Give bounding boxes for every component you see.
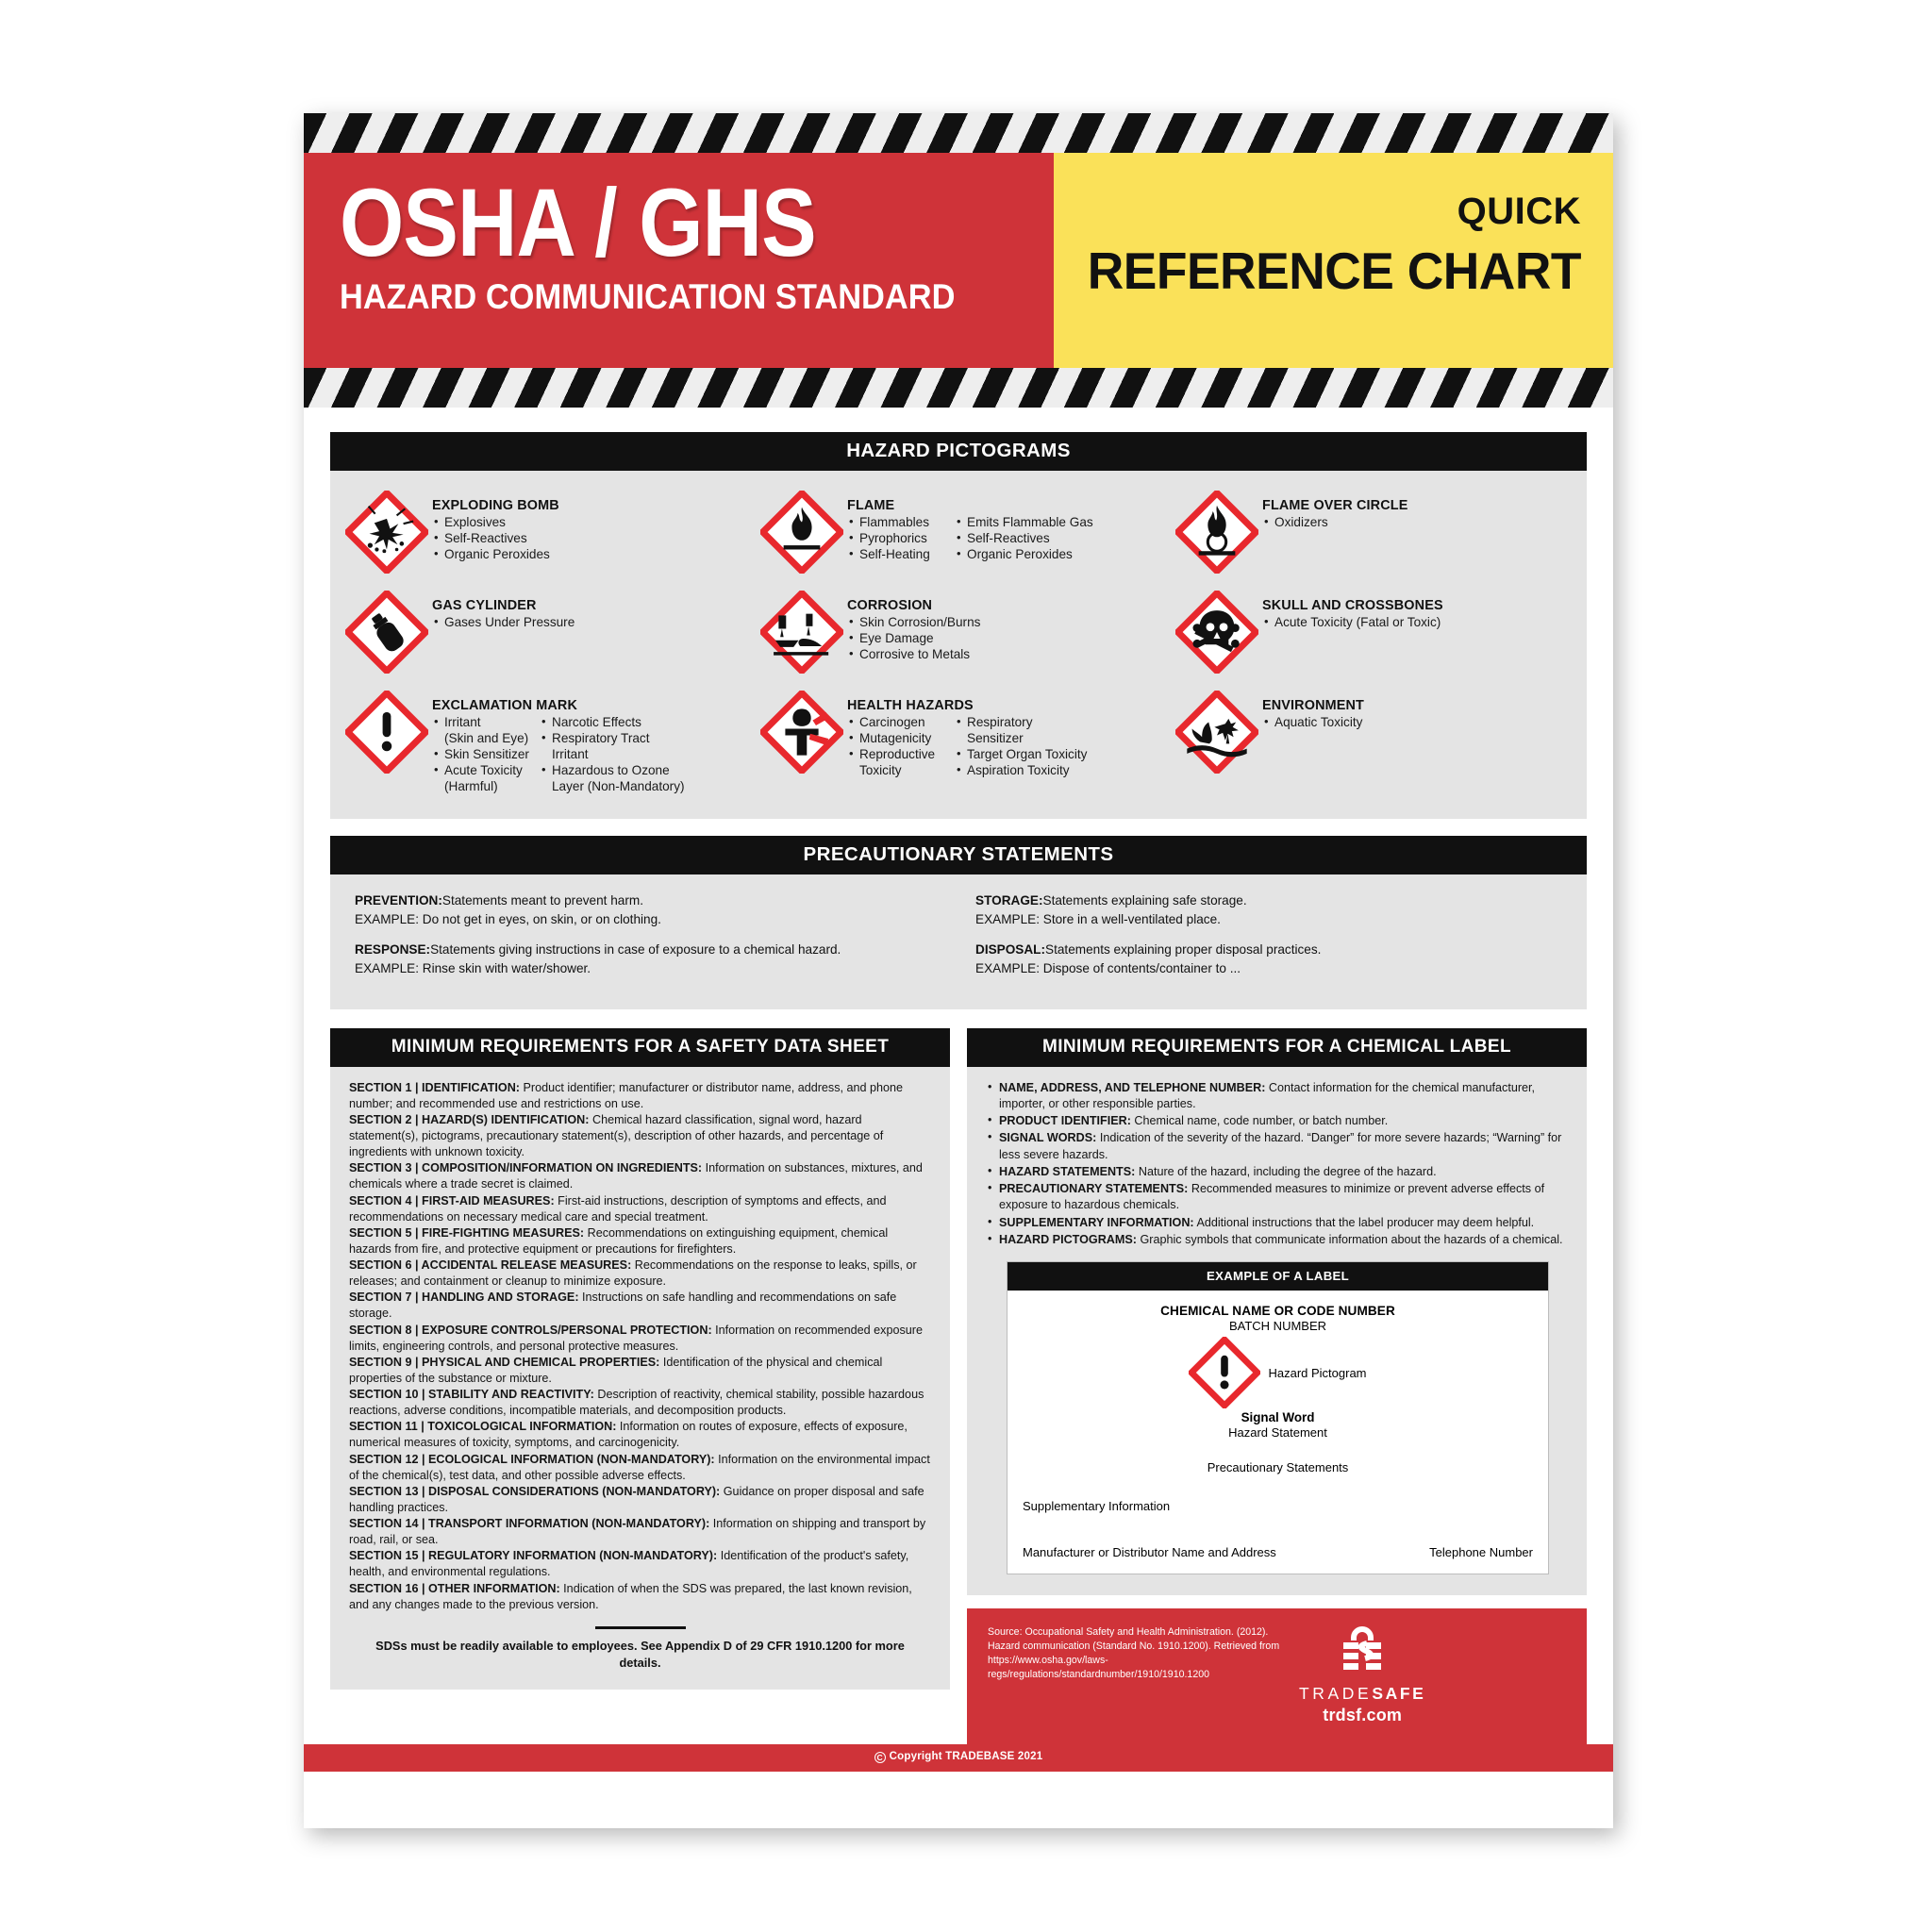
pictogram-bullets-col2	[955, 515, 1093, 563]
pictogram-text	[1262, 691, 1577, 731]
example-hazard-statement: Hazard Statement	[1228, 1425, 1327, 1441]
sds-section-text: Chemical hazard classification, signal word, hazard statement(s), pictograms, precautionary statement(s), description of other hazards, and percentage of ingredients with unknown toxicity.	[349, 1112, 884, 1159]
pictogram-bullet: • Corrosive to Metals	[847, 647, 980, 663]
example-batch-number: BATCH NUMBER	[1228, 1319, 1327, 1334]
sds-section-row	[349, 1290, 931, 1322]
sds-section-row	[349, 1257, 931, 1290]
precautionary-statements-section	[330, 836, 1587, 1009]
pictogram-name: SKULL AND CROSSBONES	[1262, 598, 1443, 613]
chemical-label-requirement-text: Additional instructions that the label producer may deem helpful.	[1193, 1215, 1535, 1229]
sds-section-text: Instructions on safe handling and recommendations on safe storage.	[349, 1291, 897, 1321]
pictogram-bullets-col1	[847, 615, 980, 663]
header-reference-chart-label: REFERENCE CHART	[1087, 242, 1581, 300]
pictogram-bullet: • Skin Corrosion/Burns	[847, 615, 980, 631]
sds-section-label: SECTION 16 | OTHER INFORMATION:	[349, 1581, 560, 1595]
sds-section-item	[349, 1420, 908, 1449]
gas-cylinder-icon	[345, 591, 428, 674]
sds-section-label: SECTION 11 | TOXICOLOGICAL INFORMATION:	[349, 1420, 617, 1434]
chemical-label-requirement-text: Chemical name, code number, or batch number.	[1130, 1114, 1389, 1128]
sds-section-row	[349, 1193, 931, 1225]
pictogram-bullet: • Pyrophorics	[847, 531, 945, 547]
sds-section-text: Information on shipping and transport by road, rail, or sea.	[349, 1517, 926, 1547]
sds-section-item	[349, 1258, 917, 1288]
precautionary-label: STORAGE:	[975, 892, 1043, 908]
sds-section-row	[349, 1323, 931, 1355]
pictogram-bullet-columns	[1262, 515, 1577, 531]
chemical-label-requirement-text: Nature of the hazard, including the degree of the hazard.	[1135, 1164, 1437, 1178]
brand-wordmark	[1299, 1684, 1425, 1704]
example-signal-word: Signal Word	[1241, 1410, 1315, 1425]
sds-section-item	[349, 1113, 883, 1158]
brand-part-safe: SAFE	[1372, 1684, 1426, 1704]
pictogram-bullets-col2	[540, 715, 685, 795]
precautionary-text: Statements meant to prevent harm.	[441, 892, 643, 908]
precautionary-label: PREVENTION:	[355, 892, 442, 908]
sds-panel	[330, 1067, 950, 1690]
pictogram-bullet: • Self-Reactives	[955, 531, 1093, 547]
pictogram-cell	[336, 582, 751, 682]
chemical-label-requirement	[986, 1113, 1570, 1129]
pictogram-bullet: • Respiratory Tract	[540, 731, 685, 747]
chemical-label-requirement	[986, 1164, 1570, 1180]
sds-section-text: Guidance on proper disposal and safe handling practices.	[349, 1484, 924, 1514]
pictogram-text	[432, 491, 747, 563]
pictogram-bullets-col1	[1262, 715, 1362, 731]
exploding-bomb-icon	[345, 491, 428, 574]
example-label-band-title: EXAMPLE OF A LABEL	[1008, 1262, 1548, 1291]
exclamation-mark-icon	[1189, 1337, 1260, 1408]
sds-section-item	[349, 1081, 903, 1110]
pictogram-bullet-columns	[432, 715, 747, 795]
sds-section-text: Information on recommended exposure limits, engineering controls, and personal protective measures.	[349, 1323, 923, 1353]
sds-section-text: Recommendations on extinguishing equipment, chemical hazards from fire, and protective equipment or precautions for firefighters.	[349, 1225, 889, 1256]
sds-section-text: Information on substances, mixtures, and chemicals where a trade secret is claimed.	[349, 1161, 923, 1191]
precautionary-example: EXAMPLE: Rinse skin with water/shower.	[355, 961, 591, 976]
sds-section-row	[349, 1160, 931, 1192]
header-red-block	[304, 153, 1054, 368]
pictogram-cell	[336, 482, 751, 582]
pictogram-bullet: • Target Organ Toxicity	[955, 747, 1087, 763]
pictogram-bullets-col1	[432, 615, 575, 631]
brand-part-trade: TRADE	[1299, 1684, 1373, 1704]
sds-band-title: MINIMUM REQUIREMENTS FOR A SAFETY DATA SHEET	[330, 1028, 950, 1067]
sds-section-row	[349, 1387, 931, 1419]
pictogram-bullet: • Emits Flammable Gas	[955, 515, 1093, 531]
sds-section-list	[349, 1080, 931, 1613]
sds-section-row	[349, 1080, 931, 1112]
pictogram-name: EXPLODING BOMB	[432, 498, 559, 513]
sds-section-label: SECTION 10 | STABILITY AND REACTIVITY:	[349, 1388, 594, 1402]
footer-red-band	[967, 1608, 1587, 1744]
exclamation-mark-icon	[345, 691, 428, 774]
chemical-label-requirement-text: Recommended measures to minimize or prevent adverse effects of exposure to hazardous chemicals.	[999, 1182, 1545, 1212]
chemical-label-requirement	[986, 1130, 1570, 1163]
brand-url[interactable]: trdsf.com	[1323, 1706, 1403, 1725]
pictogram-bullet: • Reproductive	[847, 747, 945, 763]
pictogram-bullet-columns	[847, 515, 1162, 563]
pictogram-cell	[751, 582, 1166, 682]
chemical-label-requirement-label: PRECAUTIONARY STATEMENTS:	[999, 1182, 1189, 1196]
pictogram-cell	[751, 682, 1166, 804]
pictogram-bullet: • Aspiration Toxicity	[955, 763, 1087, 779]
pictogram-bullet: • Self-Reactives	[432, 531, 550, 547]
sds-section-row	[349, 1484, 931, 1516]
example-telephone: Telephone Number	[1429, 1545, 1533, 1560]
page-subtitle: HAZARD COMMUNICATION STANDARD	[340, 276, 956, 316]
sds-section-item	[349, 1161, 923, 1191]
hazard-pictograms-band-title: HAZARD PICTOGRAMS	[330, 432, 1587, 471]
pictogram-name: EXCLAMATION MARK	[432, 698, 578, 713]
pictogram-bullet: (Harmful)	[444, 778, 498, 793]
chemical-label-column	[967, 1028, 1587, 1745]
precautionary-panel	[330, 874, 1587, 1009]
pictogram-bullet-columns	[1262, 715, 1577, 731]
sds-section-text: Recommendations on the response to leaks, spills, or releases; and containment or cleanup to minimize exposure.	[349, 1258, 917, 1289]
example-pictogram-row	[1023, 1337, 1533, 1408]
sds-section-item	[349, 1549, 908, 1578]
chemical-label-requirement	[986, 1080, 1570, 1113]
precautionary-label: DISPOSAL:	[975, 942, 1046, 958]
example-supplementary-information: Supplementary Information	[1023, 1499, 1171, 1514]
sds-section-label: SECTION 8 | EXPOSURE CONTROLS/PERSONAL PROTECTION:	[349, 1323, 712, 1337]
pictogram-bullet: • Acute Toxicity	[432, 763, 530, 779]
pictogram-text	[847, 591, 1162, 663]
pictogram-bullet: Irritant	[552, 746, 589, 761]
sds-section-label: SECTION 15 | REGULATORY INFORMATION (NON-MANDATORY):	[349, 1549, 718, 1563]
footer-source-text: Source: Occupational Safety and Health Administration. (2012). Hazard communication (Standard No. 1910.1200). Retrieved from https://www.osha.gov/laws-regs/regulations/standardnumber/1910/1910.1200	[988, 1626, 1280, 1681]
skull-and-crossbones-icon	[1175, 591, 1258, 674]
sds-footnote: SDSs must be readily available to employees. See Appendix D of 29 CFR 1910.1200 for more details.	[375, 1639, 905, 1670]
pictogram-bullet: • Explosives	[432, 515, 550, 531]
pictogram-bullet-columns	[432, 615, 747, 631]
sds-section-item	[349, 1324, 923, 1353]
sds-section-item	[349, 1388, 924, 1417]
pictogram-bullet: (Skin and Eye)	[444, 730, 529, 745]
precautionary-text: Statements explaining safe storage.	[1042, 892, 1247, 908]
health-hazard-icon	[760, 691, 843, 774]
precautionary-band-title: PRECAUTIONARY STATEMENTS	[330, 836, 1587, 874]
chemical-label-requirement-label: HAZARD STATEMENTS:	[999, 1164, 1136, 1178]
hazard-pictograms-grid	[330, 471, 1587, 819]
sds-section-text: Information on the environmental impact of the chemical(s), test data, and other possible adverse effects.	[349, 1452, 930, 1482]
pictogram-cell	[751, 482, 1166, 582]
pictogram-bullet-columns	[847, 715, 1162, 779]
copyright-text: Copyright TRADEBASE 2021	[889, 1751, 1043, 1763]
chemical-label-requirement	[986, 1232, 1570, 1248]
pictogram-bullets-col1	[847, 515, 945, 563]
sds-section-item	[349, 1194, 887, 1224]
page-title: OSHA / GHS	[340, 169, 816, 276]
pictogram-cell	[336, 682, 751, 804]
environment-icon	[1175, 691, 1258, 774]
pictogram-bullets-col1	[1262, 615, 1441, 631]
pictogram-text	[847, 491, 1162, 563]
sds-section-text: Information on routes of exposure, effects of exposure, numerical measures of toxicity, symptoms, and carcinogenicity.	[349, 1420, 908, 1450]
pictogram-text	[432, 591, 747, 631]
sds-divider	[595, 1626, 686, 1630]
pictogram-bullet: • Organic Peroxides	[432, 547, 550, 563]
sds-section-label: SECTION 7 | HANDLING AND STORAGE:	[349, 1291, 579, 1305]
sds-section-row	[349, 1452, 931, 1484]
pictogram-bullet: • Aquatic Toxicity	[1262, 715, 1362, 731]
pictogram-bullet: • Respiratory	[955, 715, 1087, 731]
pictogram-bullets-col2	[955, 715, 1087, 779]
example-manufacturer: Manufacturer or Distributor Name and Address	[1023, 1545, 1276, 1560]
sds-section-row	[349, 1548, 931, 1580]
chemical-label-requirement-text: Indication of the severity of the hazard. “Danger” for more severe hazards; “Warning” for less severe hazards.	[999, 1131, 1562, 1161]
pictogram-bullet: • Mutagenicity	[847, 731, 945, 747]
tradesafe-brand	[1299, 1625, 1454, 1725]
example-chemical-name: CHEMICAL NAME OR CODE NUMBER	[1160, 1304, 1395, 1319]
header-quick-label: QUICK	[1457, 191, 1581, 232]
sds-section-label: SECTION 2 | HAZARD(S) IDENTIFICATION:	[349, 1112, 590, 1126]
sds-section-label: SECTION 1 | IDENTIFICATION:	[349, 1080, 521, 1094]
chemical-label-panel	[967, 1067, 1587, 1596]
pictogram-bullet-columns	[847, 615, 1162, 663]
sds-section-row	[349, 1112, 931, 1160]
top-hazard-stripe	[304, 113, 1613, 153]
sds-section-text: Identification of the physical and chemical properties of the substance or mixture.	[349, 1355, 883, 1385]
pictogram-name: ENVIRONMENT	[1262, 698, 1364, 713]
pictogram-bullet: • Oxidizers	[1262, 515, 1328, 531]
sds-section-row	[349, 1355, 931, 1387]
sds-column	[330, 1028, 950, 1745]
sds-section-row	[349, 1516, 931, 1548]
sds-section-row	[349, 1225, 931, 1257]
pictogram-bullet: Toxicity	[859, 762, 902, 777]
pictogram-text	[1262, 491, 1577, 531]
pictogram-text	[432, 691, 747, 795]
example-precautionary-statements: Precautionary Statements	[1207, 1460, 1349, 1475]
hazard-pictograms-panel	[330, 471, 1587, 819]
copyright-strip	[304, 1744, 1613, 1772]
poster-header	[304, 153, 1613, 368]
pictogram-bullets-col1	[432, 715, 530, 795]
sds-section-label: SECTION 14 | TRANSPORT INFORMATION (NON-MANDATORY):	[349, 1517, 710, 1531]
chemical-label-requirement-list	[986, 1080, 1570, 1249]
example-label-footer	[1023, 1545, 1533, 1559]
precautionary-example: EXAMPLE: Do not get in eyes, on skin, or on clothing.	[355, 911, 661, 926]
precautionary-example: EXAMPLE: Dispose of contents/container to ...	[975, 961, 1241, 976]
sds-section-item	[349, 1453, 930, 1482]
pictogram-bullet-columns	[432, 515, 747, 563]
sds-section-label: SECTION 4 | FIRST-AID MEASURES:	[349, 1193, 555, 1208]
pictogram-name: GAS CYLINDER	[432, 598, 537, 613]
chemical-label-requirement	[986, 1215, 1570, 1231]
sds-section-item	[349, 1291, 896, 1320]
chemical-label-requirement-label: HAZARD PICTOGRAMS:	[999, 1232, 1137, 1246]
header-bottom-hazard-stripe	[304, 368, 1613, 408]
chemical-label-requirement	[986, 1181, 1570, 1214]
sds-section-label: SECTION 6 | ACCIDENTAL RELEASE MEASURES:	[349, 1258, 632, 1273]
pictogram-name: HEALTH HAZARDS	[847, 698, 974, 713]
precautionary-item	[975, 941, 1562, 977]
sds-section-row	[349, 1581, 931, 1613]
pictogram-bullet: • Organic Peroxides	[955, 547, 1093, 563]
pictogram-bullets-col1	[432, 515, 550, 563]
sds-section-item	[349, 1226, 888, 1256]
precautionary-item	[355, 891, 958, 928]
sds-section-text: Product identifier; manufacturer or distributor name, address, and phone number; and recommended use and restrictions on use.	[349, 1080, 904, 1110]
pictogram-text	[1262, 591, 1577, 631]
pictogram-bullets-col1	[1262, 515, 1328, 531]
sds-section-item	[349, 1517, 925, 1546]
pictogram-cell	[1166, 682, 1581, 804]
sds-section-label: SECTION 13 | DISPOSAL CONSIDERATIONS (NON-MANDATORY):	[349, 1484, 721, 1498]
precautionary-item	[355, 941, 958, 977]
copyright-icon: C	[874, 1752, 886, 1763]
chemical-label-requirement-label: SIGNAL WORDS:	[999, 1131, 1097, 1145]
hazard-pictograms-section	[330, 432, 1587, 819]
flame-over-circle-icon	[1175, 491, 1258, 574]
sds-section-label: SECTION 3 | COMPOSITION/INFORMATION ON INGREDIENTS:	[349, 1161, 703, 1175]
pictogram-bullet: • Irritant	[432, 715, 530, 731]
corrosion-icon	[760, 591, 843, 674]
pictogram-bullet: • Narcotic Effects	[540, 715, 685, 731]
sds-section-label: SECTION 5 | FIRE-FIGHTING MEASURES:	[349, 1225, 585, 1240]
pictogram-cell	[1166, 582, 1581, 682]
pictogram-name: CORROSION	[847, 598, 933, 613]
pictogram-name: FLAME	[847, 498, 895, 513]
chemical-label-band-title: MINIMUM REQUIREMENTS FOR A CHEMICAL LABEL	[967, 1028, 1587, 1067]
sds-section-text: Identification of the product's safety, health, and environmental regulations.	[349, 1549, 909, 1579]
pictogram-bullet: Sensitizer	[967, 730, 1024, 745]
pictogram-bullet: • Gases Under Pressure	[432, 615, 575, 631]
precautionary-text: Statements giving instructions in case of exposure to a chemical hazard.	[430, 942, 841, 958]
precautionary-right-column	[958, 891, 1562, 991]
pictogram-bullet: • Carcinogen	[847, 715, 945, 731]
header-yellow-block	[1054, 153, 1613, 368]
sds-section-label: SECTION 9 | PHYSICAL AND CHEMICAL PROPERTIES:	[349, 1355, 660, 1369]
poster	[304, 113, 1613, 1828]
sds-section-row	[349, 1419, 931, 1451]
precautionary-example: EXAMPLE: Store in a well-ventilated place.	[975, 911, 1221, 926]
pictogram-bullet: • Eye Damage	[847, 631, 980, 647]
example-label-body	[1008, 1291, 1548, 1574]
chemical-label-requirement-label: PRODUCT IDENTIFIER:	[999, 1114, 1131, 1128]
lock-logo-icon	[1338, 1625, 1387, 1678]
pictogram-bullet: • Flammables	[847, 515, 945, 531]
chemical-label-requirement-text: Graphic symbols that communicate information about the hazards of a chemical.	[1137, 1232, 1563, 1246]
flame-icon	[760, 491, 843, 574]
sds-section-text: First-aid instructions, description of symptoms and effects, and recommendations on necessary medical care and special treatment.	[349, 1193, 887, 1224]
pictogram-bullet: • Hazardous to Ozone	[540, 763, 685, 779]
pictogram-cell	[1166, 482, 1581, 582]
sds-section-text: Description of reactivity, chemical stability, possible hazardous reactions, adverse conditions, incompatible materials, and decomposition products.	[349, 1388, 924, 1418]
precautionary-text: Statements explaining proper disposal practices.	[1045, 942, 1322, 958]
example-pictogram-callout: Hazard Pictogram	[1268, 1365, 1367, 1380]
chemical-label-requirement-label: NAME, ADDRESS, AND TELEPHONE NUMBER:	[999, 1080, 1266, 1094]
pictogram-bullet-columns	[1262, 615, 1577, 631]
pictogram-bullet: • Acute Toxicity (Fatal or Toxic)	[1262, 615, 1441, 631]
sds-section-item	[349, 1356, 882, 1385]
chemical-label-requirement-label: SUPPLEMENTARY INFORMATION:	[999, 1215, 1194, 1229]
bottom-columns	[330, 1028, 1587, 1745]
sds-section-item	[349, 1582, 912, 1611]
precautionary-left-column	[355, 891, 958, 991]
sds-section-text: Indication of when the SDS was prepared, the last known revision, and any changes made to the previous version.	[349, 1581, 912, 1611]
sds-section-item	[349, 1485, 924, 1514]
pictogram-bullets-col1	[847, 715, 945, 779]
pictogram-text	[847, 691, 1162, 779]
pictogram-bullet: Layer (Non-Mandatory)	[552, 778, 685, 793]
example-label-box	[1007, 1261, 1549, 1574]
sds-section-label: SECTION 12 | ECOLOGICAL INFORMATION (NON-MANDATORY):	[349, 1452, 715, 1466]
precautionary-item	[975, 891, 1562, 928]
precautionary-label: RESPONSE:	[355, 942, 431, 958]
pictogram-bullet: • Self-Heating	[847, 547, 945, 563]
pictogram-bullet: • Skin Sensitizer	[432, 747, 530, 763]
pictogram-name: FLAME OVER CIRCLE	[1262, 498, 1408, 513]
chemical-label-requirement-text: Contact information for the chemical manufacturer, importer, or other responsible parties.	[999, 1080, 1536, 1110]
